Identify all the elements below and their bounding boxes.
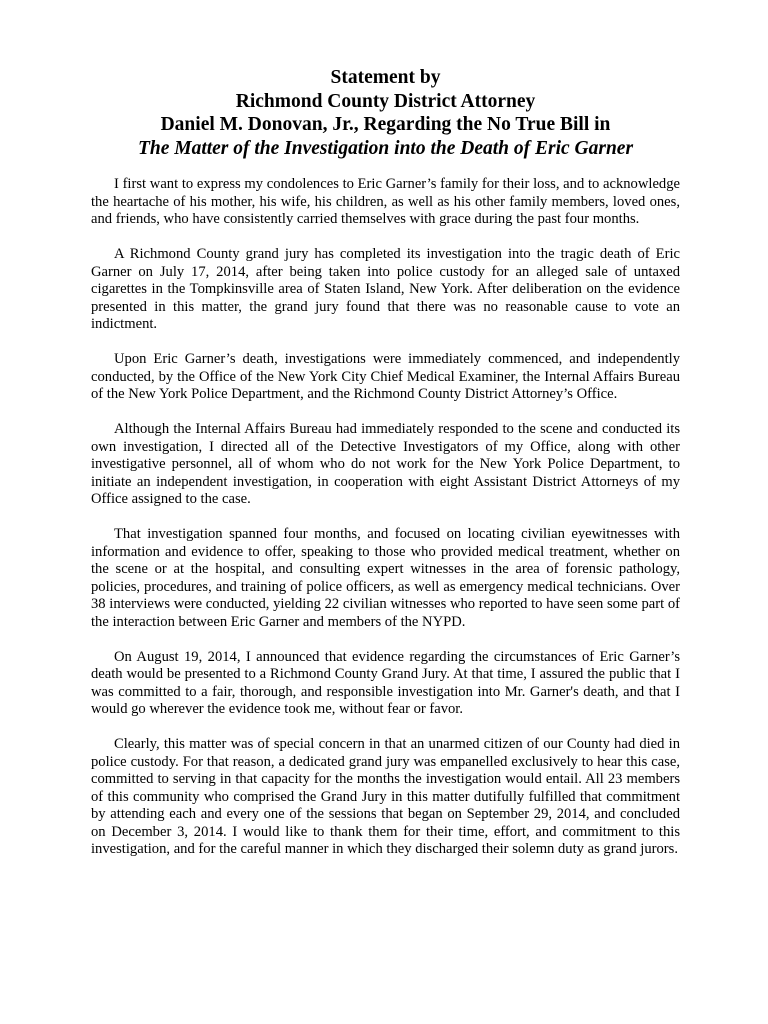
statement-body [91, 176, 680, 859]
title-line-1: Statement by [330, 67, 441, 88]
paragraph-condolences: I first want to express my condolences to Eric Garner’s family for their loss, and to acknowledge the heartache of his mother, his wife, his children, as well as his other family members, loved ones, and friends, who have consistently carried themselves with grace during the past four months. [91, 176, 680, 227]
paragraph-independent-investigation: Although the Internal Affairs Bureau had immediately responded to the scene and conducted its own investigation, I directed all of the Detective Investigators of my Office, along with other investigative personnel, all of whom who do not work for the New York Police Department, to initiate an independent investigation, in cooperation with eight Assistant District Attorneys of my Office assigned to the case. [91, 421, 680, 507]
title-line-3: Daniel M. Donovan, Jr., Regarding the No True Bill in [160, 114, 611, 135]
paragraph-august-announcement: On August 19, 2014, I announced that evidence regarding the circumstances of Eric Garner’s death would be presented to a Richmond County Grand Jury. At that time, I assured the public that I was committed to a fair, thorough, and responsible investigation into Mr. Garner's death, and that I would go wherever the evidence took me, without fear or favor. [91, 648, 680, 717]
paragraph-grand-jury-thanks: Clearly, this matter was of special concern in that an unarmed citizen of our County had died in police custody. For that reason, a dedicated grand jury was empanelled exclusively to hear this case, committed to serving in that capacity for the months the investigation would entail. All 23 members of this community who comprised the Grand Jury in this matter dutifully fulfilled that commitment by attending each and every one of the sessions that began on September 29, 2014, and concluded on December 3, 2014. I would like to thank them for their time, effort, and commitment to this investigation, and for the careful manner in which they discharged their solemn duty as grand jurors. [91, 736, 680, 857]
title-line-2: Richmond County District Attorney [235, 90, 536, 112]
statement-title [91, 66, 680, 160]
paragraph-investigations-commenced: Upon Eric Garner’s death, investigations were immediately commenced, and independently conducted, by the Office of the New York City Chief Medical Examiner, the Internal Affairs Bureau of the New York Police Department, and the Richmond County District Attorney’s Office. [91, 351, 680, 402]
paragraph-investigation-scope: That investigation spanned four months, and focused on locating civilian eyewitnesses with information and evidence to offer, speaking to those who provided medical treatment, whether on the scene or at the hospital, and consulting expert witnesses in the area of forensic pathology, policies, procedures, and training of police officers, as well as emergency medical technicians. Over 38 interviews were conducted, yielding 22 civilian witnesses who reported to have seen some part of the interaction between Eric Garner and members of the NYPD. [91, 526, 680, 630]
title-line-4: The Matter of the Investigation into the Death of Eric Garner [137, 137, 634, 159]
paragraph-grand-jury-result: A Richmond County grand jury has completed its investigation into the tragic death of Eric Garner on July 17, 2014, after being taken into police custody for an alleged sale of untaxed cigarettes in the Tompkinsville area of Staten Island, New York. After deliberation on the evidence presented in this matter, the grand jury found that there was no reasonable cause to vote an indictment. [91, 246, 680, 332]
